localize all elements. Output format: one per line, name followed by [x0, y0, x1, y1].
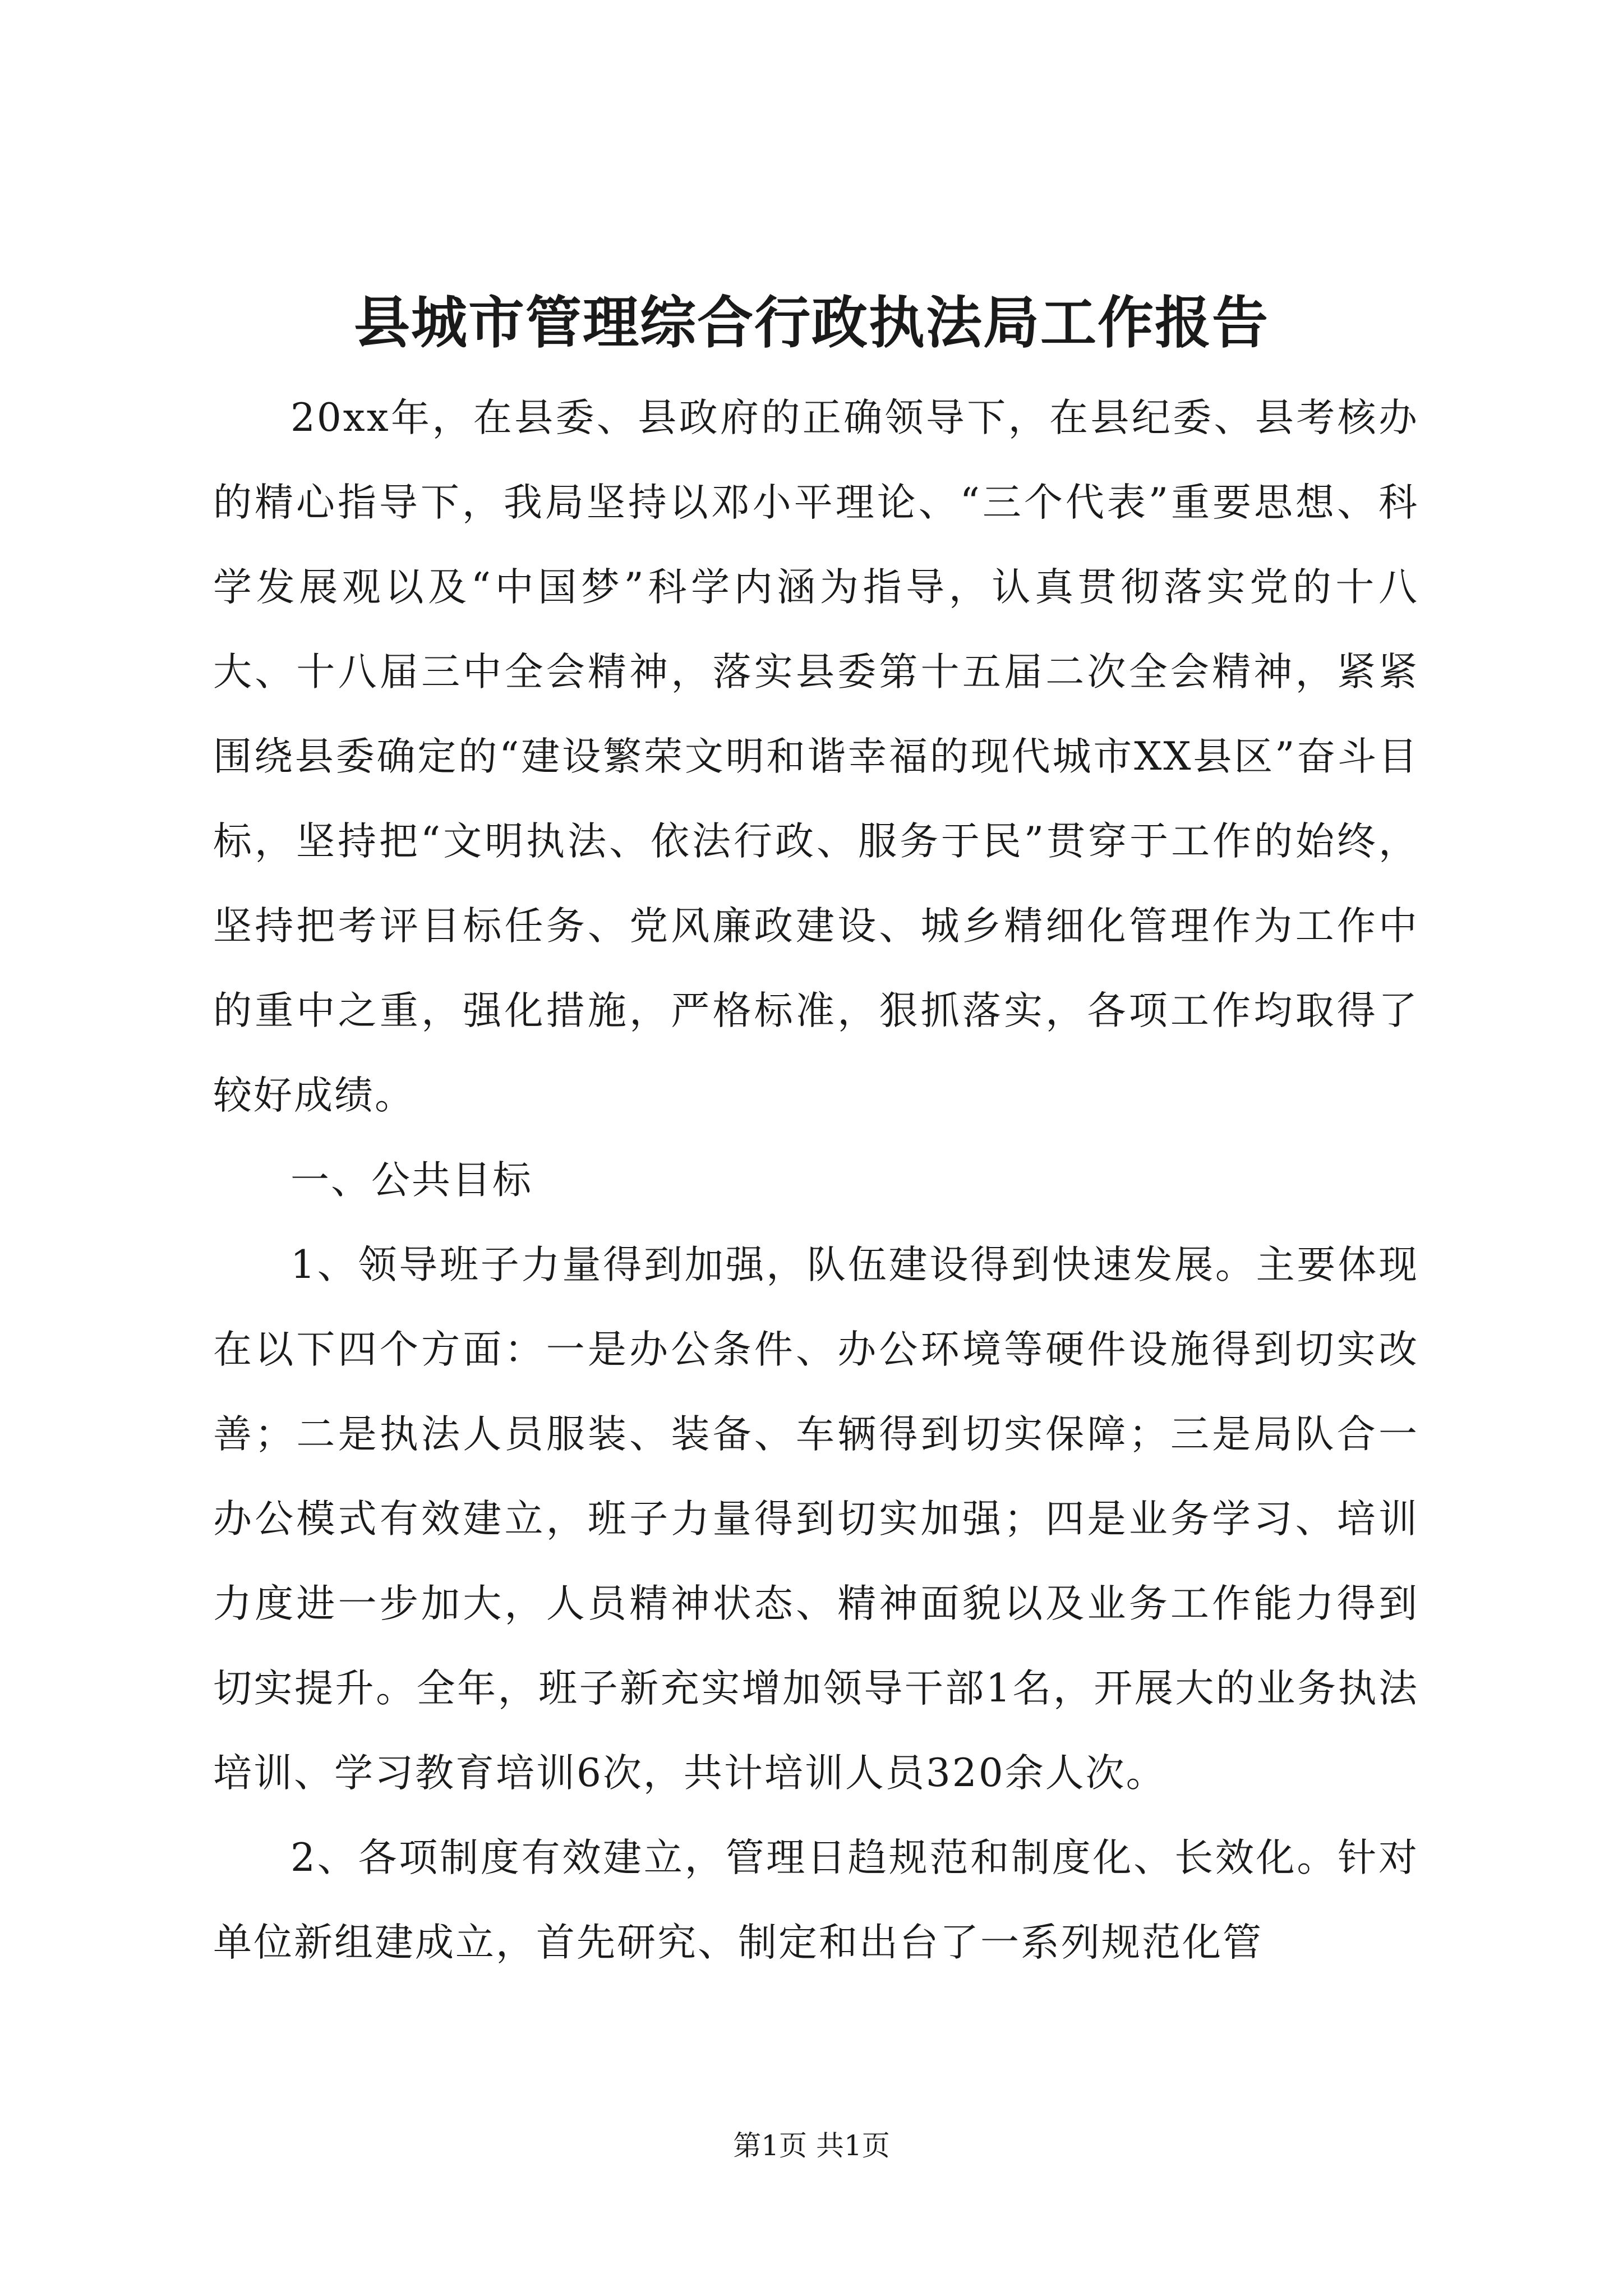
paragraph-item-1: 1、领导班子力量得到加强，队伍建设得到快速发展。主要体现在以下四个方面：一是办公条件、办公环境等硬件设施得到切实改善；二是执法人员服装、装备、车辆得到切实保障；三是局队合一办公模式有效建立，班子力量得到切实加强；四是业务学习、培训力度进一步加大，人员精神状态、精神面貌以及业务工作能力得到切实提升。全年，班子新充实增加领导干部1名，开展大的业务执法培训、学习教育培训6次，共计培训人员320余人次。 [213, 1243, 1419, 1796]
section-heading-public-goals: 一、公共目标 [291, 1158, 533, 1203]
document-body [213, 376, 1419, 1985]
document-title: 县城市管理综合行政执法局工作报告 [354, 289, 1269, 356]
paragraph-item-2: 2、各项制度有效建立，管理日趋规范和制度化、长效化。针对单位新组建成立，首先研究、制定和出台了一系列规范化管 [213, 1835, 1419, 1965]
intro-paragraph: 20xx年，在县委、县政府的正确领导下，在县纪委、县考核办的精心指导下，我局坚持以邓小平理论、“三个代表”重要思想、科学发展观以及“中国梦”科学内涵为指导，认真贯彻落实党的十八大、十八届三中全会精神，落实县委第十五届二次全会精神，紧紧围绕县委确定的“建设繁荣文明和谐幸福的现代城市XX县区”奋斗目标，坚持把“文明执法、依法行政、服务于民”贯穿于工作的始终，坚持把考评目标任务、党风廉政建设、城乡精细化管理作为工作中的重中之重，强化措施，严格标准，狠抓落实，各项工作均取得了较好成绩。 [213, 395, 1419, 1118]
page-number-footer: 第1页 共1页 [733, 2129, 890, 2162]
